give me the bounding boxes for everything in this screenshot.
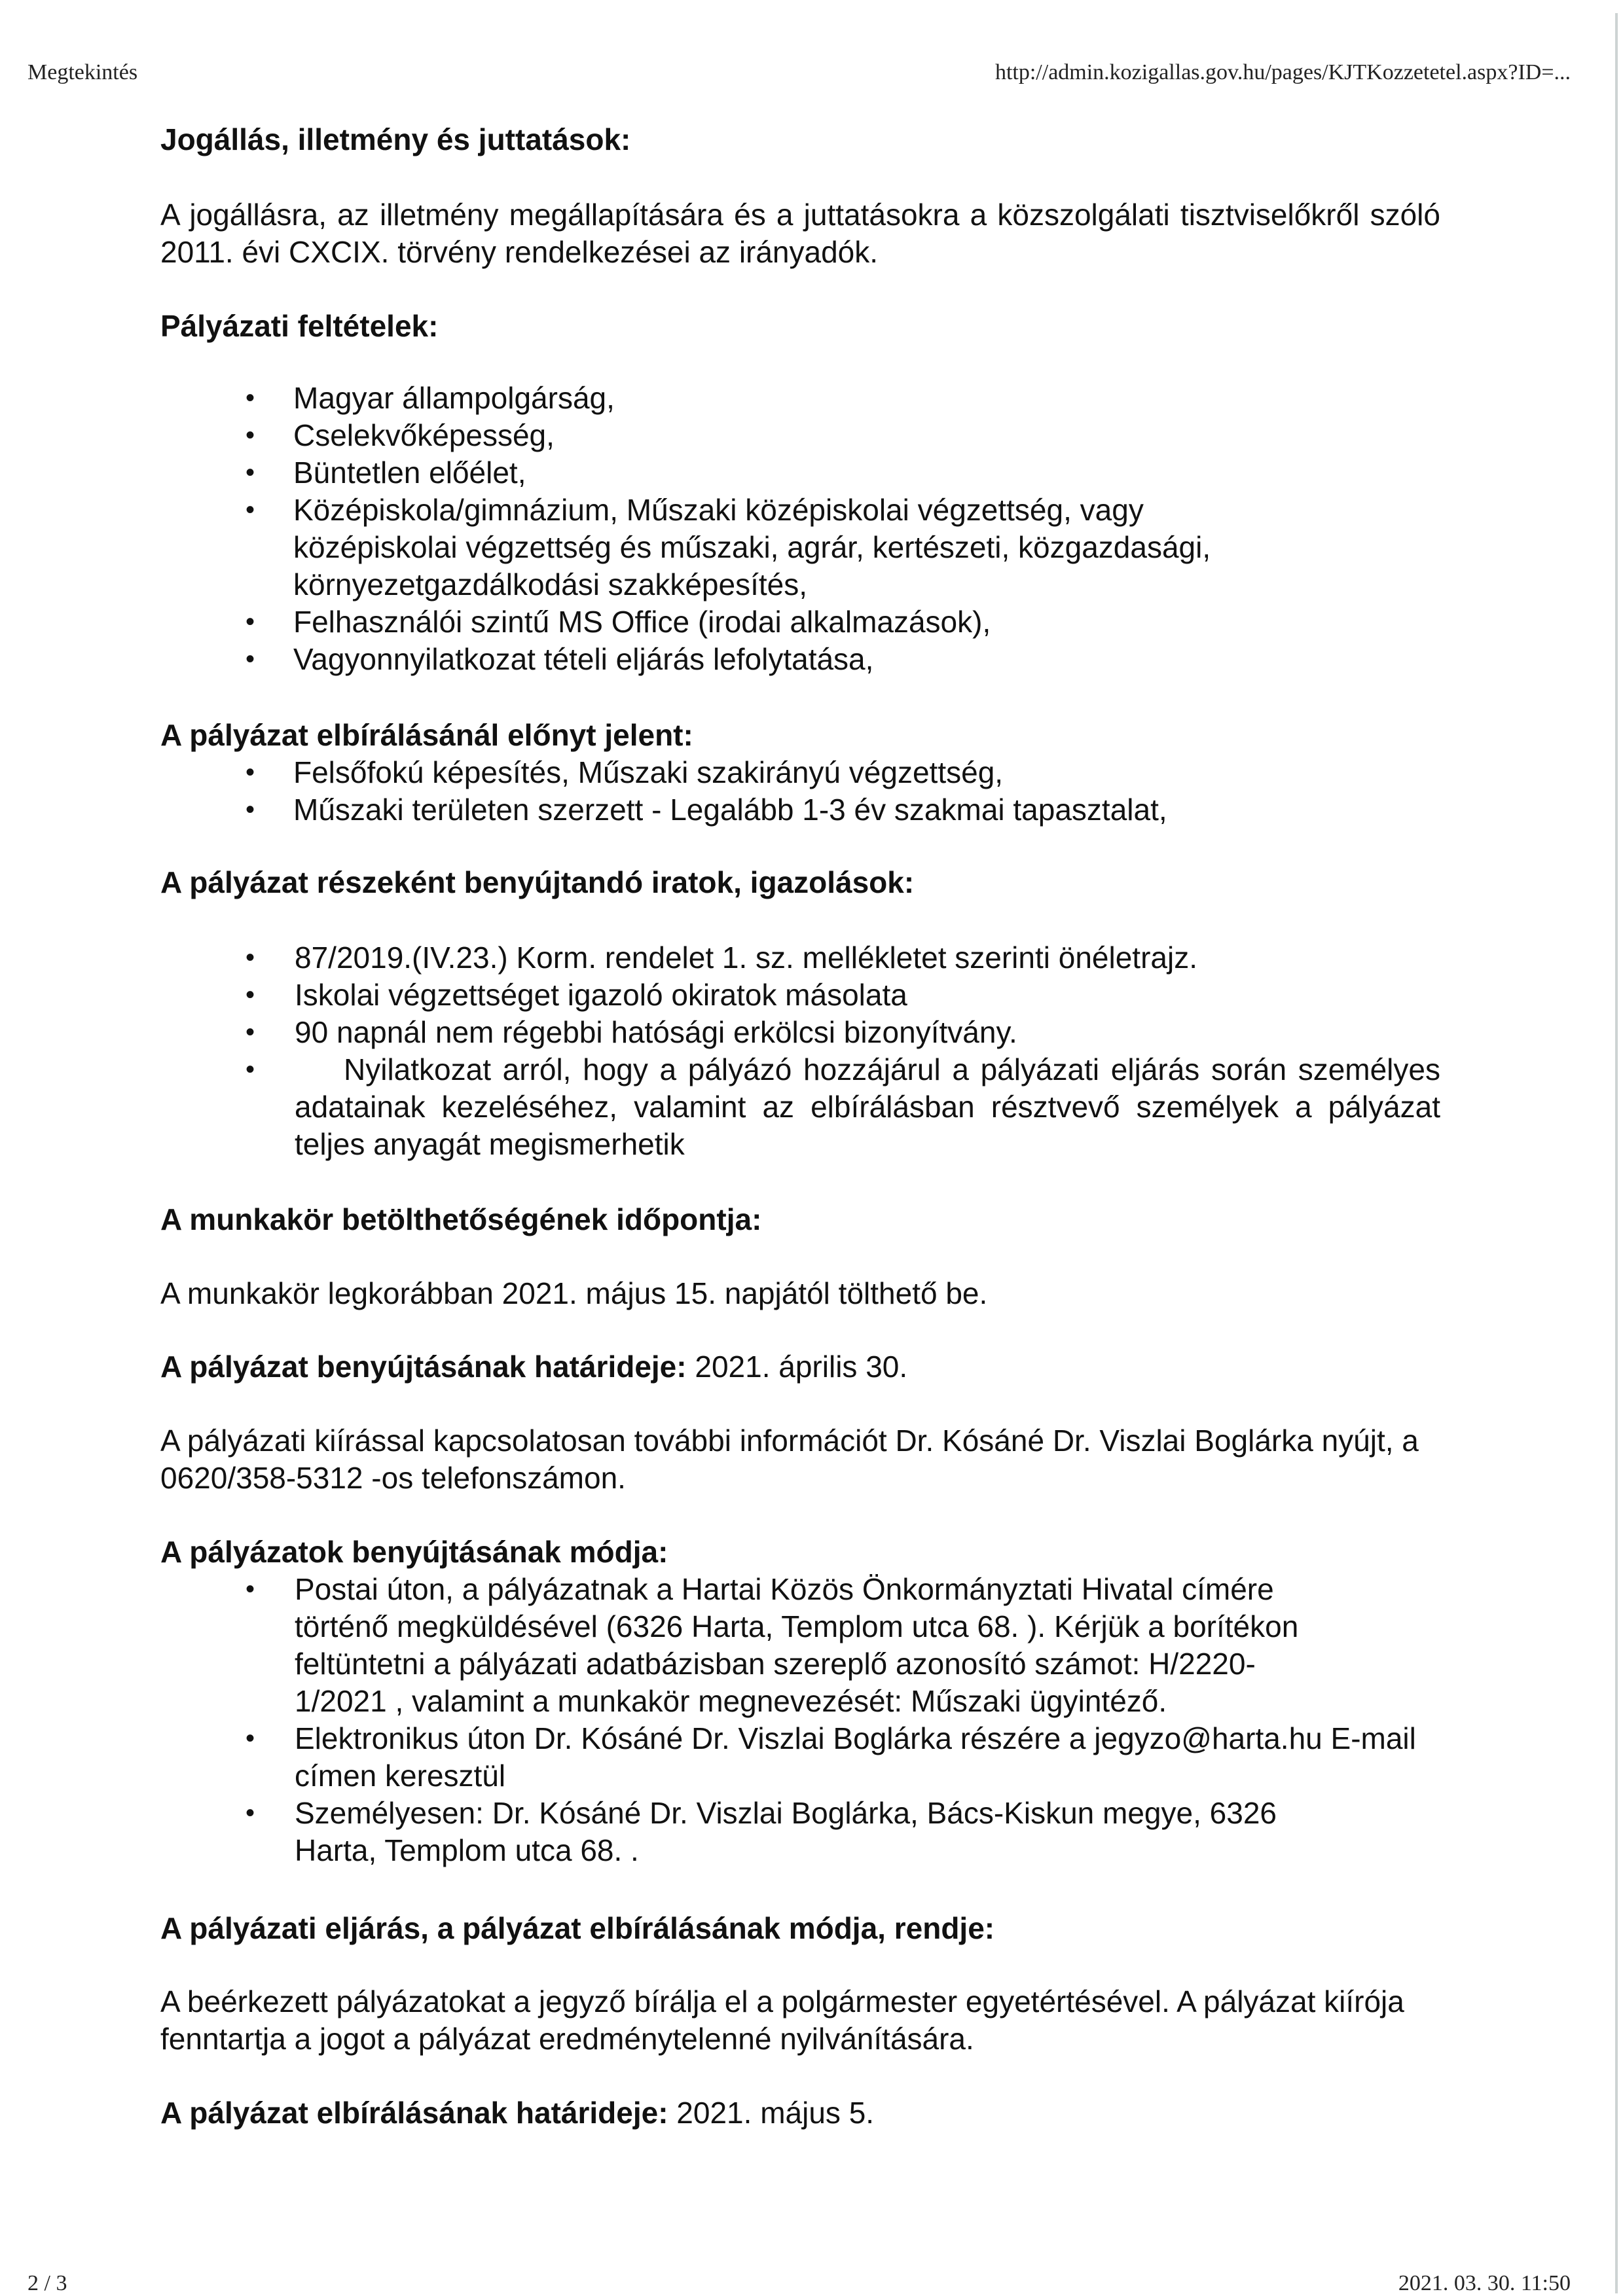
list-item: • Vagyonnyilatkozat tételi eljárás lefolytatása, [160, 641, 1444, 678]
list-item: • 90 napnál nem régebbi hatósági erkölcsi bizonyítvány. [160, 1014, 1440, 1051]
list-item: • Iskolai végzettséget igazoló okiratok másolata [160, 977, 1440, 1014]
list-item: • Postai úton, a pályázatnak a Hartai Közös Önkormányztati Hivatal címére történő megküldésével (6326 Harta, Templom utca 68. ). Kérjük a borítékon feltüntetni a pályázati adatbázisban szereplő azonosító számot: H/2220-1/2021 , valamint a munkakör megnevezését: Műszaki ügyintéző. [246, 1572, 1299, 1718]
section-heading-conditions: Pályázati feltételek: [160, 309, 439, 343]
list-item: • Felsőfokú képesítés, Műszaki szakirányú végzettség, [160, 754, 1444, 791]
bullet-icon: • [246, 795, 255, 824]
submission-deadline-label: A pályázat benyújtásának határideje: [160, 1350, 687, 1384]
evaluation-deadline [160, 2094, 1444, 2132]
section-heading-documents: A pályázat részeként benyújtandó iratok, igazolások: [160, 865, 915, 899]
list-item: • 87/2019.(IV.23.) Korm. rendelet 1. sz. mellékletet szerinti önéletrajz. [160, 939, 1440, 977]
bullet-icon: • [246, 1724, 255, 1753]
list-item: • Cselekvőképesség, [160, 417, 1444, 454]
list-item: • Személyesen: Dr. Kósáné Dr. Viszlai Boglárka, Bács-Kiskun megye, 6326 Harta, Templom utca 68. . [246, 1796, 1277, 1867]
bullet-icon: • [246, 1018, 255, 1047]
bullet-icon: • [246, 1055, 255, 1084]
bullet-icon: • [246, 607, 255, 636]
bullet-icon: • [246, 943, 255, 972]
legal-status-text: A jogállásra, az illetmény megállapítására és a juttatásokra a közszolgálati tisztviselőkről szóló 2011. évi CXCIX. törvény rendelkezései az irányadók. [160, 198, 1440, 269]
conditions-list [160, 380, 1444, 678]
submission-list [160, 1571, 1416, 1869]
section-heading-procedure: A pályázati eljárás, a pályázat elbírálásának módja, rendje: [160, 1911, 995, 1945]
submission-deadline [160, 1348, 1444, 1386]
evaluation-deadline-value: 2021. május 5. [668, 2096, 875, 2130]
print-header-url: http://admin.kozigallas.gov.hu/pages/KJTKozzetetel.aspx?ID=... [994, 60, 1571, 84]
list-item: • Műszaki területen szerzett - Legalább 1-3 év szakmai tapasztalat, [160, 791, 1444, 829]
section-heading-start-date: A munkakör betölthetőségének időpontja: [160, 1202, 762, 1236]
page-edge-divider [1615, 13, 1618, 2293]
page-indicator: 2 / 3 [27, 2271, 67, 2295]
section-heading-submission: A pályázatok benyújtásának módja: [160, 1535, 668, 1569]
bullet-icon: • [246, 495, 255, 524]
list-item: • Elektronikus úton Dr. Kósáné Dr. Viszlai Boglárka részére a jegyzo@harta.hu E-mail címen keresztül [246, 1721, 1416, 1793]
list-item: • Felhasználói szintű MS Office (irodai alkalmazások), [160, 603, 1444, 641]
list-item: • Nyilatkozat arról, hogy a pályázó hozzájárul a pályázati eljárás során személyes adatainak kezeléséhez, valamint az elbírálásban résztvevő személyek a pályázat teljes anyagát megismerhetik [246, 1052, 1440, 1161]
advantages-list [160, 754, 1444, 829]
procedure-text: A beérkezett pályázatokat a jegyző bírálja el a polgármester egyetértésével. A pályázat kiírója fenntartja a jogot a pályázat eredménytelenné nyilvánítására. [160, 1984, 1404, 2056]
print-header-title: Megtekintés [27, 60, 138, 84]
print-timestamp: 2021. 03. 30. 11:50 [1398, 2271, 1571, 2295]
bullet-icon: • [246, 758, 255, 787]
start-date-text: A munkakör legkorábban 2021. május 15. napjától tölthető be. [160, 1276, 988, 1310]
bullet-icon: • [246, 458, 255, 487]
section-heading-legal-status: Jogállás, illetmény és juttatások: [160, 122, 631, 156]
contact-info-text: A pályázati kiírással kapcsolatosan további információt Dr. Kósáné Dr. Viszlai Boglárka nyújt, a 0620/358-5312 -os telefonszámon. [160, 1424, 1419, 1495]
list-item: • Büntetlen előélet, [160, 454, 1444, 492]
bullet-icon: • [246, 421, 255, 450]
list-item: • Magyar állampolgárság, [160, 380, 1444, 417]
bullet-icon: • [246, 645, 255, 673]
evaluation-deadline-label: A pályázat elbírálásának határideje: [160, 2096, 668, 2130]
bullet-icon: • [246, 1799, 255, 1827]
bullet-icon: • [246, 980, 255, 1009]
submission-deadline-value: 2021. április 30. [686, 1350, 908, 1384]
bullet-icon: • [246, 384, 255, 412]
list-item: • Középiskola/gimnázium, Műszaki középiskolai végzettség, vagy középiskolai végzettség és műszaki, agrár, kertészeti, közgazdasági, környezetgazdálkodási szakképesítés, [246, 493, 1211, 601]
bullet-icon: • [246, 1575, 255, 1604]
section-heading-advantages: A pályázat elbírálásánál előnyt jelent: [160, 718, 693, 752]
documents-list [160, 939, 1440, 1163]
